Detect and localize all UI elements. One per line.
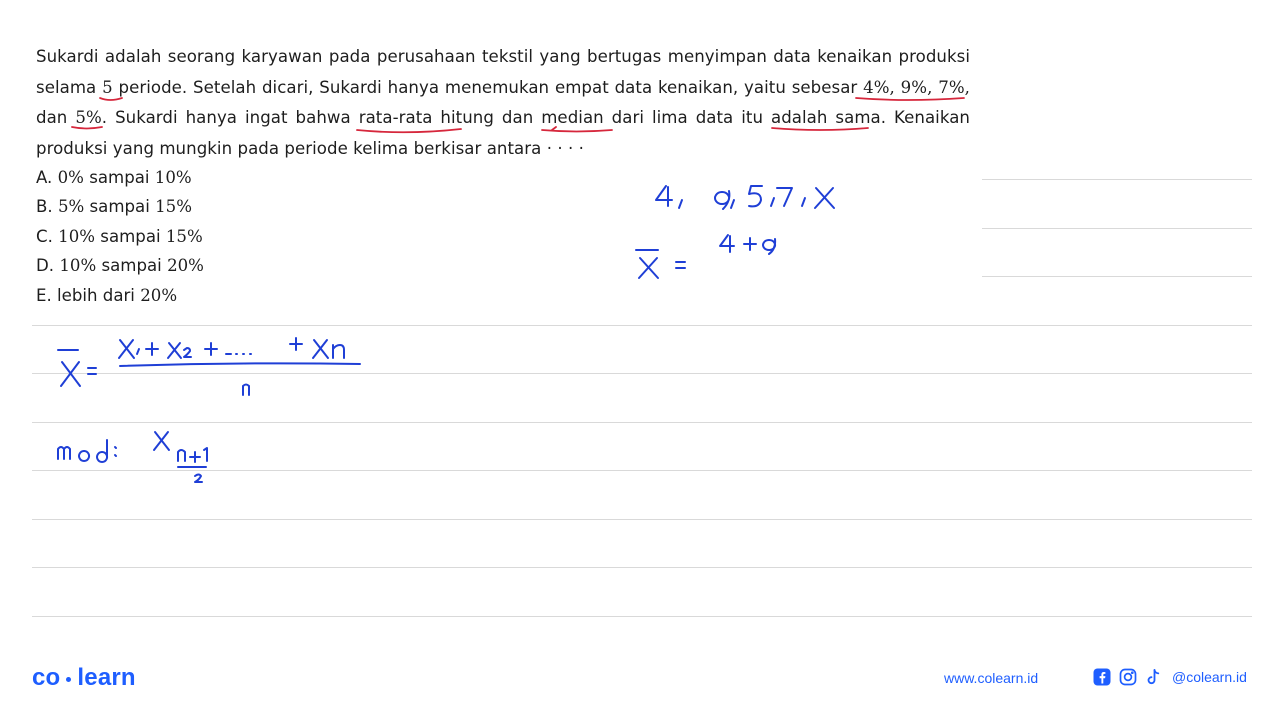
- option-value: 15%: [165, 226, 203, 246]
- logo-text-learn: learn: [77, 664, 136, 691]
- logo-text-co: co: [32, 664, 61, 691]
- tiktok-icon[interactable]: [1144, 667, 1164, 687]
- option-connector: sampai: [84, 197, 156, 217]
- option-value: 10%: [154, 168, 192, 187]
- underline-mark: [552, 127, 556, 130]
- social-links: [1092, 667, 1247, 687]
- option-connector: sampai: [95, 226, 166, 246]
- option-prefix: C.: [36, 226, 59, 246]
- option-connector: sampai: [83, 168, 155, 187]
- question-ellipsis: · · · ·: [546, 138, 584, 158]
- handwritten-mean-partial: [636, 235, 775, 278]
- option-value: 15%: [155, 197, 192, 217]
- option-connector: sampai: [96, 256, 168, 276]
- underline-percentages: [856, 98, 964, 100]
- website-link[interactable]: www.colearn.id: [944, 670, 1039, 686]
- handwritten-median-formula: [58, 432, 207, 482]
- option-value: 10%: [58, 226, 96, 246]
- underline-rata-rata: [357, 129, 461, 132]
- question-part: periode. Setelah dicari, Sukardi hanya menemukan empat data kenaikan, yaitu sebesar: [112, 77, 864, 97]
- social-handle[interactable]: @colearn.id: [1172, 669, 1247, 685]
- logo-dot: [66, 677, 71, 682]
- option-prefix: E. lebih dari: [36, 285, 141, 305]
- handwritten-data-list: [656, 186, 834, 209]
- option-value: 10%: [59, 256, 97, 276]
- option-value: 20%: [140, 285, 178, 305]
- question-number: 4%, 9%, 7%,: [863, 77, 970, 97]
- underline-5: [100, 98, 122, 100]
- colearn-logo[interactable]: [32, 662, 136, 694]
- option-value: 0%: [57, 168, 84, 187]
- option-prefix: B.: [36, 197, 58, 217]
- handwritten-mean-formula: [58, 338, 360, 395]
- question-part: . Sukardi hanya ingat bahwa rata-rata hitung dan median dari lima data itu adalah sama. Kenaikan produksi yang mungkin pada periode kelima berkisar antara: [36, 108, 970, 158]
- option-prefix: D.: [36, 256, 60, 276]
- instagram-icon[interactable]: [1118, 667, 1138, 687]
- option-value: 20%: [167, 256, 204, 276]
- question-part: dan: [36, 108, 76, 127]
- question-number: 5: [102, 77, 113, 97]
- option-value: 5%: [57, 197, 85, 217]
- red-underlines: [72, 98, 964, 132]
- question-part: Sukardi adalah seorang karyawan pada perusahaan tekstil yang bertugas menyimpan data kenaikan produksi selama: [36, 47, 970, 97]
- underline-sama: [772, 128, 868, 130]
- underline-5-percent: [72, 127, 102, 129]
- question-number: 5%: [75, 108, 102, 127]
- option-prefix: A.: [36, 168, 58, 187]
- facebook-icon[interactable]: [1092, 667, 1112, 687]
